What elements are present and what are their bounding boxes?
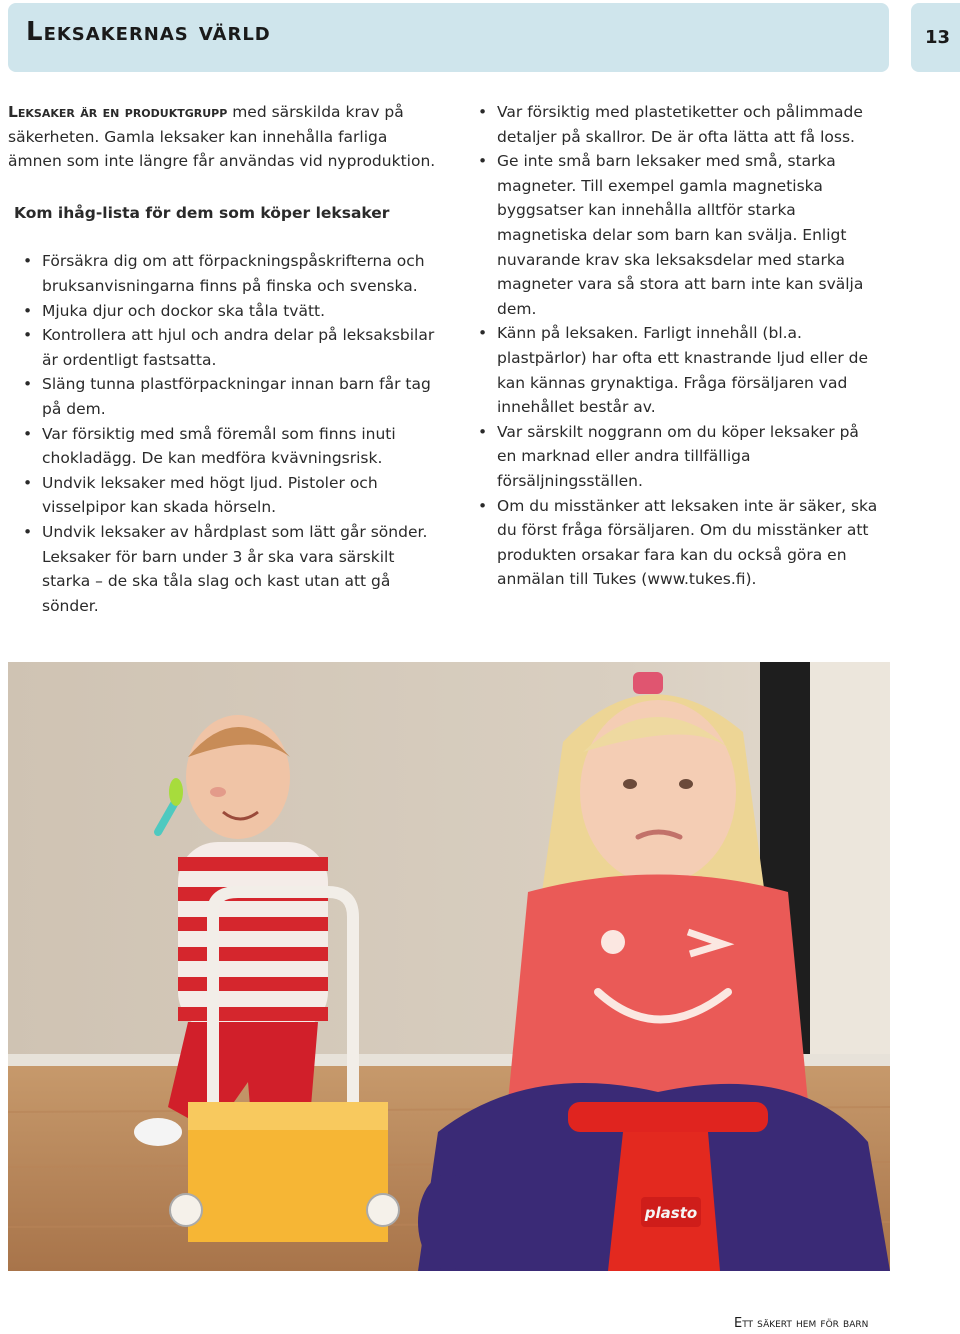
- list-item: • Försäkra dig om att förpackningspåskrifterna och bruksanvisningarna finns på finska och svenska.: [8, 249, 438, 298]
- toy-brand-label: plasto: [644, 1204, 698, 1222]
- photo-illustration: [8, 662, 890, 1271]
- page-title: Leksakernas värld: [26, 17, 271, 47]
- list-item: • Var försiktig med plastetiketter och pålimmade detaljer på skallror. De är ofta lätta att få loss.: [478, 100, 878, 149]
- header-bar: [8, 3, 889, 72]
- intro-paragraph: [8, 100, 438, 174]
- list-item: • Känn på leksaken. Farligt innehåll (bl.a. plastpärlor) har ofta ett knastrande ljud eller de kan kännas grynaktiga. Fråga försäljaren vad innehållet består av.: [478, 321, 878, 419]
- checklist-heading: Kom ihåg-lista för dem som köper leksaker: [14, 203, 390, 222]
- list-item: • Undvik leksaker med högt ljud. Pistoler och visselpipor kan skada hörseln.: [8, 471, 438, 520]
- list-item: • Kontrollera att hjul och andra delar på leksaksbilar är ordentligt fastsatta.: [8, 323, 438, 372]
- list-item: • Ge inte små barn leksaker med små, starka magneter. Till exempel gamla magnetiska byggsatser kan innehålla alltför starka magnetiska delar som barn kan svälja. Enligt nuvarande krav ska leksaksdelar med starka magneter vara så stora att barn inte kan svälja dem.: [478, 149, 878, 321]
- left-column: [8, 100, 438, 618]
- list-item: • Var särskilt noggrann om du köper leksaker på en marknad eller andra tillfälliga försäljningsställen.: [478, 420, 878, 494]
- list-item: • Släng tunna plastförpackningar innan barn får tag på dem.: [8, 372, 438, 421]
- list-item: • Undvik leksaker av hårdplast som lätt går sönder. Leksaker för barn under 3 år ska vara särskilt starka – de ska tåla slag och kast utan att gå sönder.: [8, 520, 438, 618]
- children-playing-photo: [8, 662, 890, 1271]
- checklist-right: [478, 100, 878, 592]
- list-item: • Om du misstänker att leksaken inte är säker, ska du först fråga försäljaren. Om du misstänker att produkten orsakar fara kan du också göra en anmälan till Tukes (www.tukes.fi).: [478, 494, 878, 592]
- list-item: • Mjuka djur och dockor ska tåla tvätt.: [8, 299, 438, 324]
- page-number-tab: [911, 3, 960, 72]
- intro-lead: Leksaker är en produktgrupp: [8, 103, 228, 121]
- footer-title: Ett säkert hem för barn: [734, 1316, 869, 1331]
- intro-text: med särskilda krav på säkerheten. Gamla leksaker kan innehålla farliga ämnen som inte längre får användas vid nyproduktion.: [8, 103, 436, 171]
- checklist-left: [8, 249, 438, 618]
- list-item: • Var försiktig med små föremål som finns inuti chokladägg. De kan medföra kvävningsrisk.: [8, 422, 438, 471]
- right-column: [478, 100, 878, 592]
- page-number: 13: [925, 27, 951, 48]
